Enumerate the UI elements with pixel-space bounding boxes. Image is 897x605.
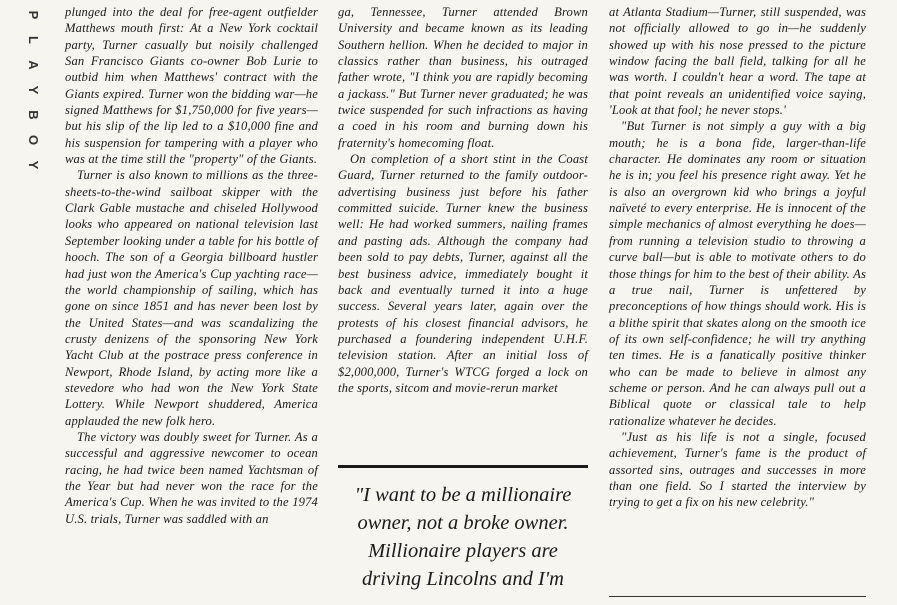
article-column-2 — [338, 4, 588, 396]
pull-quote-line: owner, not a broke owner. — [357, 512, 569, 534]
paragraph: plunged into the deal for free-agent outfielder Matthews mouth first: At a New York cocktail party, Turner casually but noisily challenged San Francisco Giants co-owner Bob Lurie to outbid him when Matthews' contract with the Giants expired. Turner won the bidding war—he signed Matthews for $1,750,000 for five years—but his slip of the lip led to a $10,000 fine and his suspension for tampering with a player who was at the time still the "property" of the Giants. — [65, 5, 318, 167]
pull-quote — [338, 481, 588, 593]
pull-quote-rule — [338, 465, 588, 468]
paragraph: at Atlanta Stadium—Turner, still suspended, was not officially allowed to go in—he suddenly showed up with his nose pressed to the picture window facing the ball field, talking for all he was worth. I couldn't hear a word. The tape at that point reveals an unidentified voice saying, 'Look at that fool; he never stops.' — [609, 5, 866, 118]
column-end-rule — [609, 596, 866, 597]
sidebar-letter: L — [26, 36, 41, 44]
paragraph: The victory was doubly sweet for Turner. As a successful and aggressive newcomer to ocean racing, he had twice been named Yachtsman of the Year but had never won the race for the America's Cup. When he was invited to the 1974 U.S. trials, Turner was saddled with an — [65, 429, 318, 526]
pull-quote-line: Millionaire players are — [368, 540, 558, 562]
magazine-sidebar-label — [18, 4, 48, 174]
paragraph: Turner is also known to millions as the three-sheets-to-the-wind sailboat skipper with the Clark Gable mustache and chiseled Hollywood looks who appeared on national television last September looking under a table for his bottle of hooch. The son of a Georgia billboard hustler had just won the America's Cup yachting race—the world championship of sailing, which has gone on since 1851 and has never been lost by the United States—and was scandalizing the crusty denizens of the sponsoring New York Yacht Club at the postrace press conference in Newport, Rhode Island, by acting more like a stevedore who had won the New York State Lottery. While Newport shuddered, America applauded the new folk hero. — [65, 168, 318, 428]
sidebar-letter: O — [26, 134, 41, 146]
paragraph: On completion of a short stint in the Coast Guard, Turner returned to the family outdoor-advertising business just before his father committed suicide. Turner knew the business well: He had worked summers, nailing frames and pasting ads. Although the company had been sold to pay debts, Turner, against all the best business advice, immediately bought it back and eventually turned it into a huge success. Several years later, again over the protests of his closest financial advisors, he purchased a foundering independent U.H.F. television station. After an initial loss of $2,000,000, Turner's WTCG forged a lock on the sports, sitcom and movie-rerun market — [338, 152, 588, 395]
sidebar-letter: Y — [26, 160, 41, 170]
pull-quote-line: "I want to be a millionaire — [354, 484, 572, 506]
article-column-1 — [65, 4, 318, 527]
paragraph: "But Turner is not simply a guy with a big mouth; he is a bona fide, larger-than-life character. He dominates any room or situation he is in; you feel his presence right away. Yet he is also an overgrown kid who brings a joyful naïveté to every enterprise. He is innocent of the simple mechanics of almost everything he does—from running a television studio to throwing a curve ball—but is able to motivate others to do those things for him to the best of their ability. As a true nail, Turner is unfettered by preconceptions of how things should work. His is a blithe spirit that skates along on the smooth ice of its own self-confidence; he will try anything ten times. He is a fanatically positive thinker who can be made to believe in almost any scheme or person. And he can always pull out a Biblical quote or classical tale to help rationalize whatever he decides. — [609, 119, 866, 428]
article-column-3 — [609, 4, 866, 511]
sidebar-letter: P — [26, 10, 41, 20]
sidebar-letter: Y — [26, 85, 41, 95]
paragraph: ga, Tennessee, Turner attended Brown University and became known as its leading Southern hellion. When he decided to major in classics rather than business, his outraged father wrote, "I think you are rapidly becoming a jackass." But Turner never graduated; he was twice suspended for such infractions as having a coed in his room and burning down his fraternity's homecoming float. — [338, 5, 588, 150]
pull-quote-line: driving Lincolns and I'm — [362, 568, 564, 590]
sidebar-letter: A — [26, 60, 41, 70]
paragraph: "Just as his life is not a single, focused achievement, Turner's fame is the product of assorted sins, outrages and successes in more than one field. So I started the interview by trying to get a fix on his new celebrity." — [609, 429, 866, 510]
sidebar-letter: B — [26, 110, 41, 120]
